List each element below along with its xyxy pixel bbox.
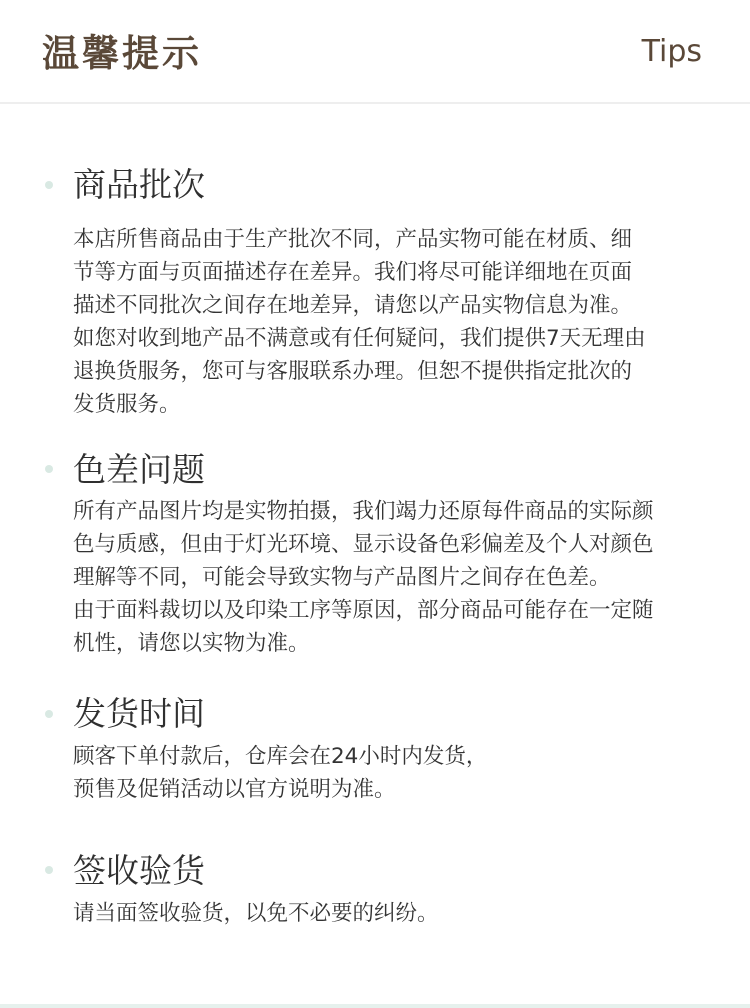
- body-line: 色与质感，但由于灯光环境、显示设备色彩偏差及个人对颜色: [73, 532, 654, 557]
- section-title: 色差问题: [73, 450, 205, 489]
- bullet-dot-icon: [45, 465, 53, 473]
- section-title: 商品批次: [73, 165, 205, 204]
- body-line: 顾客下单付款后，仓库会在24小时内发货，: [73, 744, 488, 769]
- body-line: 所有产品图片均是实物拍摄，我们竭力还原每件商品的实际颜: [73, 499, 654, 524]
- header: [0, 0, 750, 104]
- body-line: 理解等不同，可能会导致实物与产品图片之间存在色差。: [73, 565, 611, 590]
- section-title: 签收验货: [73, 851, 205, 890]
- section-body: [73, 740, 723, 806]
- section-title: 发货时间: [73, 694, 205, 733]
- section-body: [73, 223, 723, 421]
- bullet-dot-icon: [45, 710, 53, 718]
- section-body: [73, 897, 723, 930]
- tips-label: Tips: [641, 34, 702, 69]
- page-title: 温馨提示: [42, 32, 202, 75]
- body-line: 发货服务。: [73, 392, 181, 417]
- body-line: 节等方面与页面描述存在差异。我们将尽可能详细地在页面: [73, 260, 633, 285]
- body-line: 描述不同批次之间存在地差异，请您以产品实物信息为准。: [73, 293, 633, 318]
- body-line: 本店所售商品由于生产批次不同，产品实物可能在材质、细: [73, 227, 633, 252]
- body-line: 退换货服务，您可与客服联系办理。但恕不提供指定批次的: [73, 359, 633, 384]
- body-line: 预售及促销活动以官方说明为准。: [73, 777, 396, 802]
- body-line: 请当面签收验货，以免不必要的纠纷。: [73, 901, 439, 926]
- body-line: 机性，请您以实物为准。: [73, 631, 310, 656]
- bullet-dot-icon: [45, 866, 53, 874]
- body-line: 由于面料裁切以及印染工序等原因，部分商品可能存在一定随: [73, 598, 654, 623]
- body-line: 如您对收到地产品不满意或有任何疑问，我们提供7天无理由: [73, 326, 646, 351]
- section-body: [73, 495, 723, 660]
- bottom-divider: [0, 1004, 750, 1008]
- bullet-dot-icon: [45, 181, 53, 189]
